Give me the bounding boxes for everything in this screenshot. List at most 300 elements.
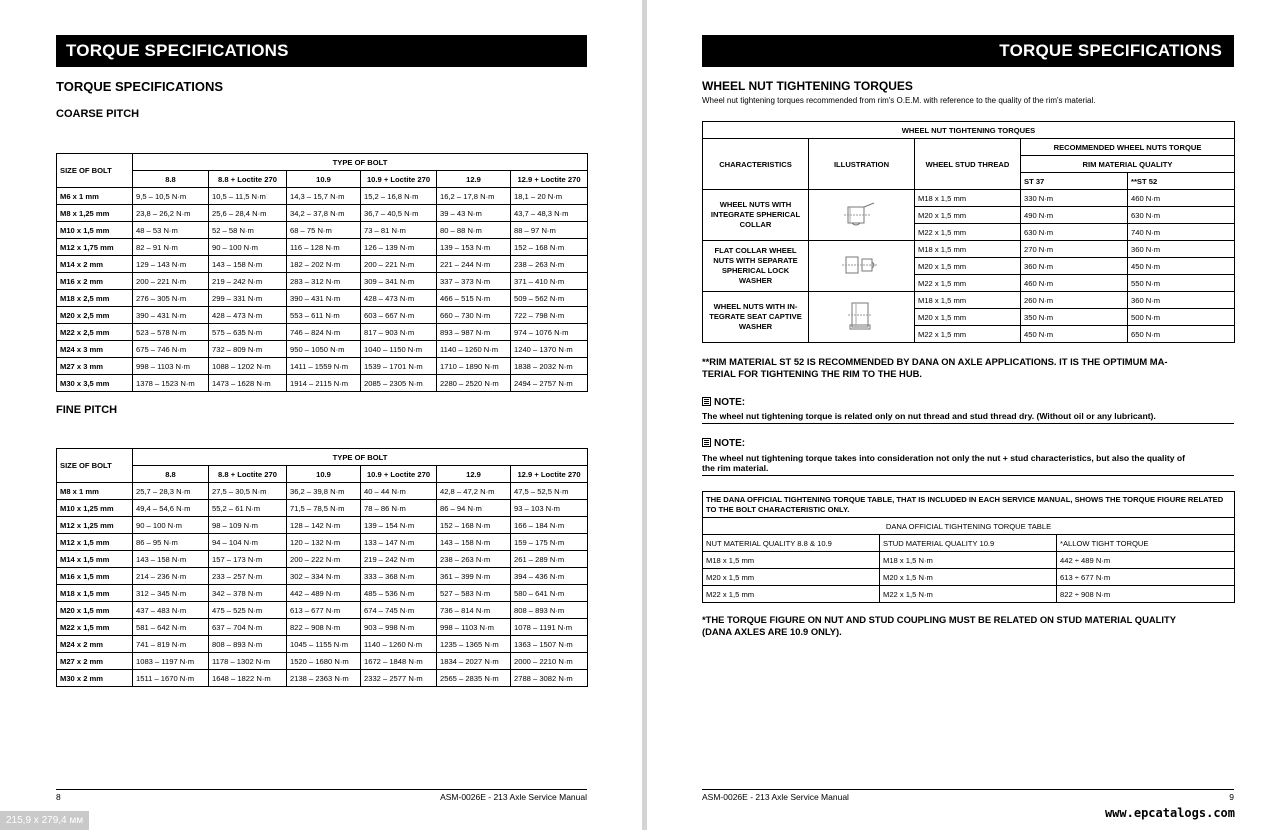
bolt-size-cell: M20 x 1,5 mm [57, 602, 133, 619]
torque-cell: 1834 – 2027 N·m [437, 653, 511, 670]
torque-cell: 1140 – 1260 N·m [361, 636, 437, 653]
stud-size-cell: M20 x 1,5 N·m [880, 569, 1057, 586]
note-2-text [702, 453, 1234, 476]
torque-cell: 128 – 142 N·m [287, 517, 361, 534]
table-row [57, 205, 588, 222]
grade-header: 12.9 + Loctite 270 [511, 171, 588, 188]
st52-torque-cell: 630 N·m [1128, 207, 1235, 224]
torque-cell: 9,5 – 10,5 N·m [133, 188, 209, 205]
nut-size-cell: M22 x 1,5 mm [703, 586, 880, 603]
wheel-table-title: WHEEL NUT TIGHTENING TORQUES [703, 122, 1235, 139]
torque-cell: 143 – 158 N·m [209, 256, 287, 273]
torque-cell: 2788 – 3082 N·m [511, 670, 588, 687]
torque-cell: 182 – 202 N·m [287, 256, 361, 273]
rim-material-note [702, 356, 1234, 380]
grade-header: 10.9 + Loctite 270 [361, 171, 437, 188]
stud-thread-cell: M18 x 1,5 mm [915, 190, 1021, 207]
torque-cell: 2332 – 2577 N·m [361, 670, 437, 687]
manual-name: ASM-0026E - 213 Axle Service Manual [440, 792, 587, 802]
torque-cell: 822 – 908 N·m [287, 619, 361, 636]
torque-cell: 82 – 91 N·m [133, 239, 209, 256]
table-row [57, 375, 588, 392]
table-row [57, 307, 588, 324]
torque-cell: 1083 – 1197 N·m [133, 653, 209, 670]
table-row [57, 619, 588, 636]
grade-header: 10.9 [287, 171, 361, 188]
torque-cell: 575 – 635 N·m [209, 324, 287, 341]
grade-header: 8.8 + Loctite 270 [209, 466, 287, 483]
st37-torque-cell: 350 N·m [1021, 309, 1128, 326]
torque-cell: 394 – 436 N·m [511, 568, 588, 585]
torque-cell: 1363 – 1507 N·m [511, 636, 588, 653]
torque-cell: 337 – 373 N·m [437, 273, 511, 290]
torque-cell: 1178 – 1302 N·m [209, 653, 287, 670]
characteristics-header: CHARACTERISTICS [703, 139, 809, 190]
torque-cell: 133 – 147 N·m [361, 534, 437, 551]
stud-thread-cell: M22 x 1,5 mm [915, 224, 1021, 241]
bolt-size-cell: M10 x 1,25 mm [57, 500, 133, 517]
st52-torque-cell: 360 N·m [1128, 292, 1235, 309]
rim-note-line-1: **RIM MATERIAL ST 52 IS RECOMMENDED BY DANA ON AXLE APPLICATIONS. IT IS THE OPTIMUM MA- [702, 356, 1168, 367]
table-row [57, 568, 588, 585]
torque-cell: 238 – 263 N·m [437, 551, 511, 568]
torque-cell: 808 – 893 N·m [209, 636, 287, 653]
dana-official-table [702, 491, 1235, 603]
torque-cell: 2085 – 2305 N·m [361, 375, 437, 392]
torque-cell: 1710 – 1890 N·m [437, 358, 511, 375]
torque-cell: 342 – 378 N·m [209, 585, 287, 602]
table-row [57, 517, 588, 534]
nut-type-cell: WHEEL NUTS WITH IN-TEGRATE SEAT CAPTIVE WASHER [703, 292, 809, 343]
grade-header: 10.9 + Loctite 270 [361, 466, 437, 483]
final-note [702, 614, 1234, 638]
torque-cell: 221 – 244 N·m [437, 256, 511, 273]
torque-cell: 90 – 100 N·m [133, 517, 209, 534]
allow-torque-cell: 442 ÷ 489 N·m [1057, 552, 1235, 569]
torque-cell: 42,8 – 47,2 N·m [437, 483, 511, 500]
torque-cell: 238 – 263 N·m [511, 256, 588, 273]
torque-cell: 14,3 – 15,7 N·m [287, 188, 361, 205]
torque-cell: 143 – 158 N·m [133, 551, 209, 568]
torque-cell: 152 – 168 N·m [437, 517, 511, 534]
grade-header: 12.9 + Loctite 270 [511, 466, 588, 483]
bolt-size-cell: M12 x 1,25 mm [57, 517, 133, 534]
torque-cell: 1411 – 1559 N·m [287, 358, 361, 375]
page-title: TORQUE SPECIFICATIONS [56, 79, 224, 94]
st37-torque-cell: 270 N·m [1021, 241, 1128, 258]
torque-cell: 442 – 489 N·m [287, 585, 361, 602]
table-row [57, 602, 588, 619]
flat-collar-nut-icon [809, 241, 915, 292]
torque-cell: 1520 – 1680 N·m [287, 653, 361, 670]
torque-cell: 27,5 – 30,5 N·m [209, 483, 287, 500]
torque-cell: 371 – 410 N·m [511, 273, 588, 290]
torque-cell: 88 – 97 N·m [511, 222, 588, 239]
torque-cell: 139 – 154 N·m [361, 517, 437, 534]
fine-pitch-table [56, 448, 588, 687]
allow-torque-cell: 822 ÷ 908 N·m [1057, 586, 1235, 603]
torque-cell: 2565 – 2835 N·m [437, 670, 511, 687]
recommended-torque-header: RECOMMENDED WHEEL NUTS TORQUE [1021, 139, 1235, 156]
allow-torque-cell: 613 ÷ 677 N·m [1057, 569, 1235, 586]
stud-thread-cell: M22 x 1,5 mm [915, 326, 1021, 343]
torque-cell: 1511 – 1670 N·m [133, 670, 209, 687]
torque-cell: 1838 – 2032 N·m [511, 358, 588, 375]
torque-cell: 808 – 893 N·m [511, 602, 588, 619]
st52-torque-cell: 650 N·m [1128, 326, 1235, 343]
torque-cell: 139 – 153 N·m [437, 239, 511, 256]
torque-cell: 34,2 – 37,8 N·m [287, 205, 361, 222]
stud-size-cell: M18 x 1,5 N·m [880, 552, 1057, 569]
torque-cell: 1088 – 1202 N·m [209, 358, 287, 375]
torque-cell: 200 – 221 N·m [133, 273, 209, 290]
torque-cell: 143 – 158 N·m [437, 534, 511, 551]
stud-thread-header: WHEEL STUD THREAD [915, 139, 1021, 190]
page-footer [702, 789, 1234, 803]
size-of-bolt-header: SIZE OF BOLT [57, 154, 133, 188]
torque-cell: 309 – 341 N·m [361, 273, 437, 290]
bolt-size-cell: M30 x 2 mm [57, 670, 133, 687]
torque-cell: 47,5 – 52,5 N·m [511, 483, 588, 500]
table-row [57, 653, 588, 670]
torque-cell: 722 – 798 N·m [511, 307, 588, 324]
torque-cell: 36,7 – 40,5 N·m [361, 205, 437, 222]
table-row [57, 188, 588, 205]
stud-thread-cell: M18 x 1,5 mm [915, 292, 1021, 309]
st52-torque-cell: 460 N·m [1128, 190, 1235, 207]
torque-cell: 732 – 809 N·m [209, 341, 287, 358]
torque-cell: 1045 – 1155 N·m [287, 636, 361, 653]
torque-cell: 950 – 1050 N·m [287, 341, 361, 358]
bolt-size-cell: M6 x 1 mm [57, 188, 133, 205]
torque-cell: 1672 – 1848 N·m [361, 653, 437, 670]
fine-pitch-title: FINE PITCH [56, 404, 118, 416]
st37-header: ST 37 [1021, 173, 1128, 190]
torque-cell: 675 – 746 N·m [133, 341, 209, 358]
table-row [57, 256, 588, 273]
torque-cell: 43,7 – 48,3 N·m [511, 205, 588, 222]
torque-cell: 674 – 745 N·m [361, 602, 437, 619]
table-row [57, 483, 588, 500]
table-row [703, 586, 1235, 603]
page-number: 9 [1229, 792, 1234, 802]
torque-cell: 40 – 44 N·m [361, 483, 437, 500]
torque-cell: 15,2 – 16,8 N·m [361, 188, 437, 205]
table-row [57, 239, 588, 256]
table-row [57, 290, 588, 307]
bolt-size-cell: M22 x 2,5 mm [57, 324, 133, 341]
bolt-size-cell: M16 x 1,5 mm [57, 568, 133, 585]
stud-size-cell: M22 x 1,5 N·m [880, 586, 1057, 603]
note-2-line-1: The wheel nut tightening torque takes into consideration not only the nut + stud characteristics, but also the quality of [702, 453, 1185, 463]
bolt-size-cell: M14 x 1,5 mm [57, 551, 133, 568]
torque-cell: 214 – 236 N·m [133, 568, 209, 585]
table-row [57, 551, 588, 568]
table-row [57, 636, 588, 653]
torque-cell: 25,6 – 28,4 N·m [209, 205, 287, 222]
page-9 [647, 0, 1285, 830]
torque-cell: 157 – 173 N·m [209, 551, 287, 568]
bolt-size-cell: M20 x 2,5 mm [57, 307, 133, 324]
torque-cell: 152 – 168 N·m [511, 239, 588, 256]
torque-cell: 219 – 242 N·m [209, 273, 287, 290]
st52-torque-cell: 500 N·m [1128, 309, 1235, 326]
torque-cell: 219 – 242 N·m [361, 551, 437, 568]
torque-cell: 78 – 86 N·m [361, 500, 437, 517]
note-1-title [702, 397, 745, 408]
torque-cell: 1473 – 1628 N·m [209, 375, 287, 392]
torque-cell: 523 – 578 N·m [133, 324, 209, 341]
torque-cell: 10,5 – 11,5 N·m [209, 188, 287, 205]
note-label: NOTE: [714, 438, 746, 449]
torque-cell: 660 – 730 N·m [437, 307, 511, 324]
torque-cell: 52 – 58 N·m [209, 222, 287, 239]
torque-cell: 1140 – 1260 N·m [437, 341, 511, 358]
torque-cell: 613 – 677 N·m [287, 602, 361, 619]
torque-cell: 80 – 88 N·m [437, 222, 511, 239]
torque-cell: 36,2 – 39,8 N·m [287, 483, 361, 500]
torque-cell: 893 – 987 N·m [437, 324, 511, 341]
table-row [57, 670, 588, 687]
grade-header: 8.8 + Loctite 270 [209, 171, 287, 188]
torque-cell: 48 – 53 N·m [133, 222, 209, 239]
note-2-line-2: the rim material. [702, 463, 769, 473]
torque-cell: 18,1 – 20 N·m [511, 188, 588, 205]
torque-cell: 49,4 – 54,6 N·m [133, 500, 209, 517]
table-row [703, 190, 1235, 207]
st52-torque-cell: 740 N·m [1128, 224, 1235, 241]
torque-cell: 2280 – 2520 N·m [437, 375, 511, 392]
torque-cell: 1078 – 1191 N·m [511, 619, 588, 636]
torque-cell: 998 – 1103 N·m [437, 619, 511, 636]
page-size-badge: 215,9 x 279,4 мм [0, 811, 89, 830]
torque-cell: 1648 – 1822 N·m [209, 670, 287, 687]
bolt-size-cell: M27 x 2 mm [57, 653, 133, 670]
stud-thread-cell: M20 x 1,5 mm [915, 309, 1021, 326]
torque-cell: 86 – 95 N·m [133, 534, 209, 551]
torque-cell: 509 – 562 N·m [511, 290, 588, 307]
st37-torque-cell: 360 N·m [1021, 258, 1128, 275]
nut-quality-header: NUT MATERIAL QUALITY 8.8 & 10.9 [703, 535, 880, 552]
torque-cell: 129 – 143 N·m [133, 256, 209, 273]
torque-cell: 741 – 819 N·m [133, 636, 209, 653]
type-of-bolt-header: TYPE OF BOLT [133, 449, 588, 466]
table-row [703, 292, 1235, 309]
torque-cell: 390 – 431 N·m [133, 307, 209, 324]
torque-cell: 312 – 345 N·m [133, 585, 209, 602]
st37-torque-cell: 630 N·m [1021, 224, 1128, 241]
nut-size-cell: M20 x 1,5 mm [703, 569, 880, 586]
torque-cell: 39 – 43 N·m [437, 205, 511, 222]
bolt-size-cell: M10 x 1,5 mm [57, 222, 133, 239]
torque-cell: 283 – 312 N·m [287, 273, 361, 290]
torque-cell: 428 – 473 N·m [209, 307, 287, 324]
page-footer [56, 789, 587, 803]
bolt-size-cell: M12 x 1,75 mm [57, 239, 133, 256]
torque-cell: 527 – 583 N·m [437, 585, 511, 602]
torque-cell: 200 – 221 N·m [361, 256, 437, 273]
torque-cell: 233 – 257 N·m [209, 568, 287, 585]
torque-cell: 126 – 139 N·m [361, 239, 437, 256]
official-table-header: THE DANA OFFICIAL TIGHTENING TORQUE TABLE, THAT IS INCLUDED IN EACH SERVICE MANUAL, SHOWS THE TORQUE FIGURE RELATED TO THE BOLT CHARACTERISTIC ONLY. [703, 492, 1235, 518]
torque-cell: 16,2 – 17,8 N·m [437, 188, 511, 205]
torque-cell: 485 – 536 N·m [361, 585, 437, 602]
torque-cell: 466 – 515 N·m [437, 290, 511, 307]
grade-header: 8.8 [133, 171, 209, 188]
torque-cell: 25,7 – 28,3 N·m [133, 483, 209, 500]
page-number: 8 [56, 792, 61, 802]
torque-cell: 93 – 103 N·m [511, 500, 588, 517]
st52-torque-cell: 360 N·m [1128, 241, 1235, 258]
wheel-nut-title: WHEEL NUT TIGHTENING TORQUES [702, 79, 913, 93]
torque-cell: 90 – 100 N·m [209, 239, 287, 256]
torque-cell: 71,5 – 78,5 N·m [287, 500, 361, 517]
bolt-size-cell: M8 x 1,25 mm [57, 205, 133, 222]
rim-quality-header: RIM MATERIAL QUALITY [1021, 156, 1235, 173]
table-row [57, 222, 588, 239]
grade-header: 10.9 [287, 466, 361, 483]
bolt-size-cell: M24 x 2 mm [57, 636, 133, 653]
note-2-title [702, 438, 745, 449]
type-of-bolt-header: TYPE OF BOLT [133, 154, 588, 171]
torque-cell: 94 – 104 N·m [209, 534, 287, 551]
st37-torque-cell: 330 N·m [1021, 190, 1128, 207]
torque-cell: 333 – 368 N·m [361, 568, 437, 585]
torque-cell: 299 – 331 N·m [209, 290, 287, 307]
spherical-collar-nut-icon [809, 190, 915, 241]
nut-type-cell: WHEEL NUTS WITH INTEGRATE SPHERICAL COLLAR [703, 190, 809, 241]
stud-quality-header: STUD MATERIAL QUALITY 10.9 [880, 535, 1057, 552]
torque-cell: 637 – 704 N·m [209, 619, 287, 636]
bolt-size-cell: M18 x 2,5 mm [57, 290, 133, 307]
note-1-text: The wheel nut tightening torque is related only on nut thread and stud thread dry. (Without oil or any lubricant). [702, 411, 1234, 424]
torque-cell: 55,2 – 61 N·m [209, 500, 287, 517]
site-watermark: www.epcatalogs.com [1104, 806, 1235, 820]
torque-cell: 166 – 184 N·m [511, 517, 588, 534]
section-banner: TORQUE SPECIFICATIONS [702, 35, 1234, 67]
torque-cell: 73 – 81 N·m [361, 222, 437, 239]
grade-header: 12.9 [437, 466, 511, 483]
allow-torque-header: *ALLOW TIGHT TORQUE [1057, 535, 1235, 552]
bolt-size-cell: M12 x 1,5 mm [57, 534, 133, 551]
torque-cell: 200 – 222 N·m [287, 551, 361, 568]
torque-cell: 361 – 399 N·m [437, 568, 511, 585]
wheel-nut-table [702, 121, 1235, 343]
torque-cell: 475 – 525 N·m [209, 602, 287, 619]
st52-torque-cell: 450 N·m [1128, 258, 1235, 275]
torque-cell: 23,8 – 26,2 N·m [133, 205, 209, 222]
torque-cell: 903 – 998 N·m [361, 619, 437, 636]
torque-cell: 276 – 305 N·m [133, 290, 209, 307]
torque-cell: 603 – 667 N·m [361, 307, 437, 324]
st52-torque-cell: 550 N·m [1128, 275, 1235, 292]
st37-torque-cell: 460 N·m [1021, 275, 1128, 292]
table-row [57, 534, 588, 551]
bolt-size-cell: M30 x 3,5 mm [57, 375, 133, 392]
coarse-pitch-table [56, 153, 588, 392]
torque-cell: 68 – 75 N·m [287, 222, 361, 239]
rim-note-line-2: TERIAL FOR TIGHTENING THE RIM TO THE HUB. [702, 368, 922, 379]
coarse-pitch-title: COARSE PITCH [56, 108, 140, 120]
torque-cell: 261 – 289 N·m [511, 551, 588, 568]
st52-header: **ST 52 [1128, 173, 1235, 190]
table-row [57, 273, 588, 290]
stud-thread-cell: M18 x 1,5 mm [915, 241, 1021, 258]
table-row [703, 241, 1235, 258]
table-row [57, 500, 588, 517]
torque-cell: 98 – 109 N·m [209, 517, 287, 534]
final-note-line-1: *THE TORQUE FIGURE ON NUT AND STUD COUPLING MUST BE RELATED ON STUD MATERIAL QUALITY [702, 614, 1176, 625]
torque-cell: 974 – 1076 N·m [511, 324, 588, 341]
section-banner: TORQUE SPECIFICATIONS [56, 35, 587, 67]
torque-cell: 437 – 483 N·m [133, 602, 209, 619]
bolt-size-cell: M8 x 1 mm [57, 483, 133, 500]
bolt-size-cell: M14 x 2 mm [57, 256, 133, 273]
table-row [57, 585, 588, 602]
note-icon [702, 397, 711, 406]
torque-cell: 1235 – 1365 N·m [437, 636, 511, 653]
illustration-header: ILLUSTRATION [809, 139, 915, 190]
torque-cell: 2494 – 2757 N·m [511, 375, 588, 392]
table-row [703, 569, 1235, 586]
torque-cell: 116 – 128 N·m [287, 239, 361, 256]
size-of-bolt-header: SIZE OF BOLT [57, 449, 133, 483]
table-row [703, 552, 1235, 569]
st37-torque-cell: 450 N·m [1021, 326, 1128, 343]
grade-header: 8.8 [133, 466, 209, 483]
torque-cell: 817 – 903 N·m [361, 324, 437, 341]
st37-torque-cell: 490 N·m [1021, 207, 1128, 224]
torque-cell: 580 – 641 N·m [511, 585, 588, 602]
captive-washer-nut-icon [809, 292, 915, 343]
table-row [57, 324, 588, 341]
bolt-size-cell: M22 x 1,5 mm [57, 619, 133, 636]
bolt-size-cell: M24 x 3 mm [57, 341, 133, 358]
torque-cell: 1539 – 1701 N·m [361, 358, 437, 375]
torque-cell: 2000 – 2210 N·m [511, 653, 588, 670]
torque-cell: 746 – 824 N·m [287, 324, 361, 341]
note-label: NOTE: [714, 397, 746, 408]
page-8 [0, 0, 642, 830]
torque-cell: 390 – 431 N·m [287, 290, 361, 307]
final-note-line-2: (DANA AXLES ARE 10.9 ONLY). [702, 626, 842, 637]
torque-cell: 1378 – 1523 N·m [133, 375, 209, 392]
torque-cell: 120 – 132 N·m [287, 534, 361, 551]
grade-header: 12.9 [437, 171, 511, 188]
torque-cell: 302 – 334 N·m [287, 568, 361, 585]
stud-thread-cell: M20 x 1,5 mm [915, 207, 1021, 224]
table-row [57, 341, 588, 358]
bolt-size-cell: M16 x 2 mm [57, 273, 133, 290]
stud-thread-cell: M22 x 1,5 mm [915, 275, 1021, 292]
st37-torque-cell: 260 N·m [1021, 292, 1128, 309]
torque-cell: 998 – 1103 N·m [133, 358, 209, 375]
torque-cell: 1240 – 1370 N·m [511, 341, 588, 358]
torque-cell: 581 – 642 N·m [133, 619, 209, 636]
bolt-size-cell: M18 x 1,5 mm [57, 585, 133, 602]
torque-cell: 2138 – 2363 N·m [287, 670, 361, 687]
nut-type-cell: FLAT COLLAR WHEEL NUTS WITH SEPARATE SPHERICAL LOCK WASHER [703, 241, 809, 292]
table-row [57, 358, 588, 375]
intro-text: Wheel nut tightening torques recommended from rim's O.E.M. with reference to the quality of the rim's material. [702, 96, 1096, 105]
bolt-size-cell: M27 x 3 mm [57, 358, 133, 375]
torque-cell: 553 – 611 N·m [287, 307, 361, 324]
torque-cell: 86 – 94 N·m [437, 500, 511, 517]
torque-cell: 428 – 473 N·m [361, 290, 437, 307]
torque-cell: 159 – 175 N·m [511, 534, 588, 551]
torque-cell: 736 – 814 N·m [437, 602, 511, 619]
torque-cell: 1040 – 1150 N·m [361, 341, 437, 358]
